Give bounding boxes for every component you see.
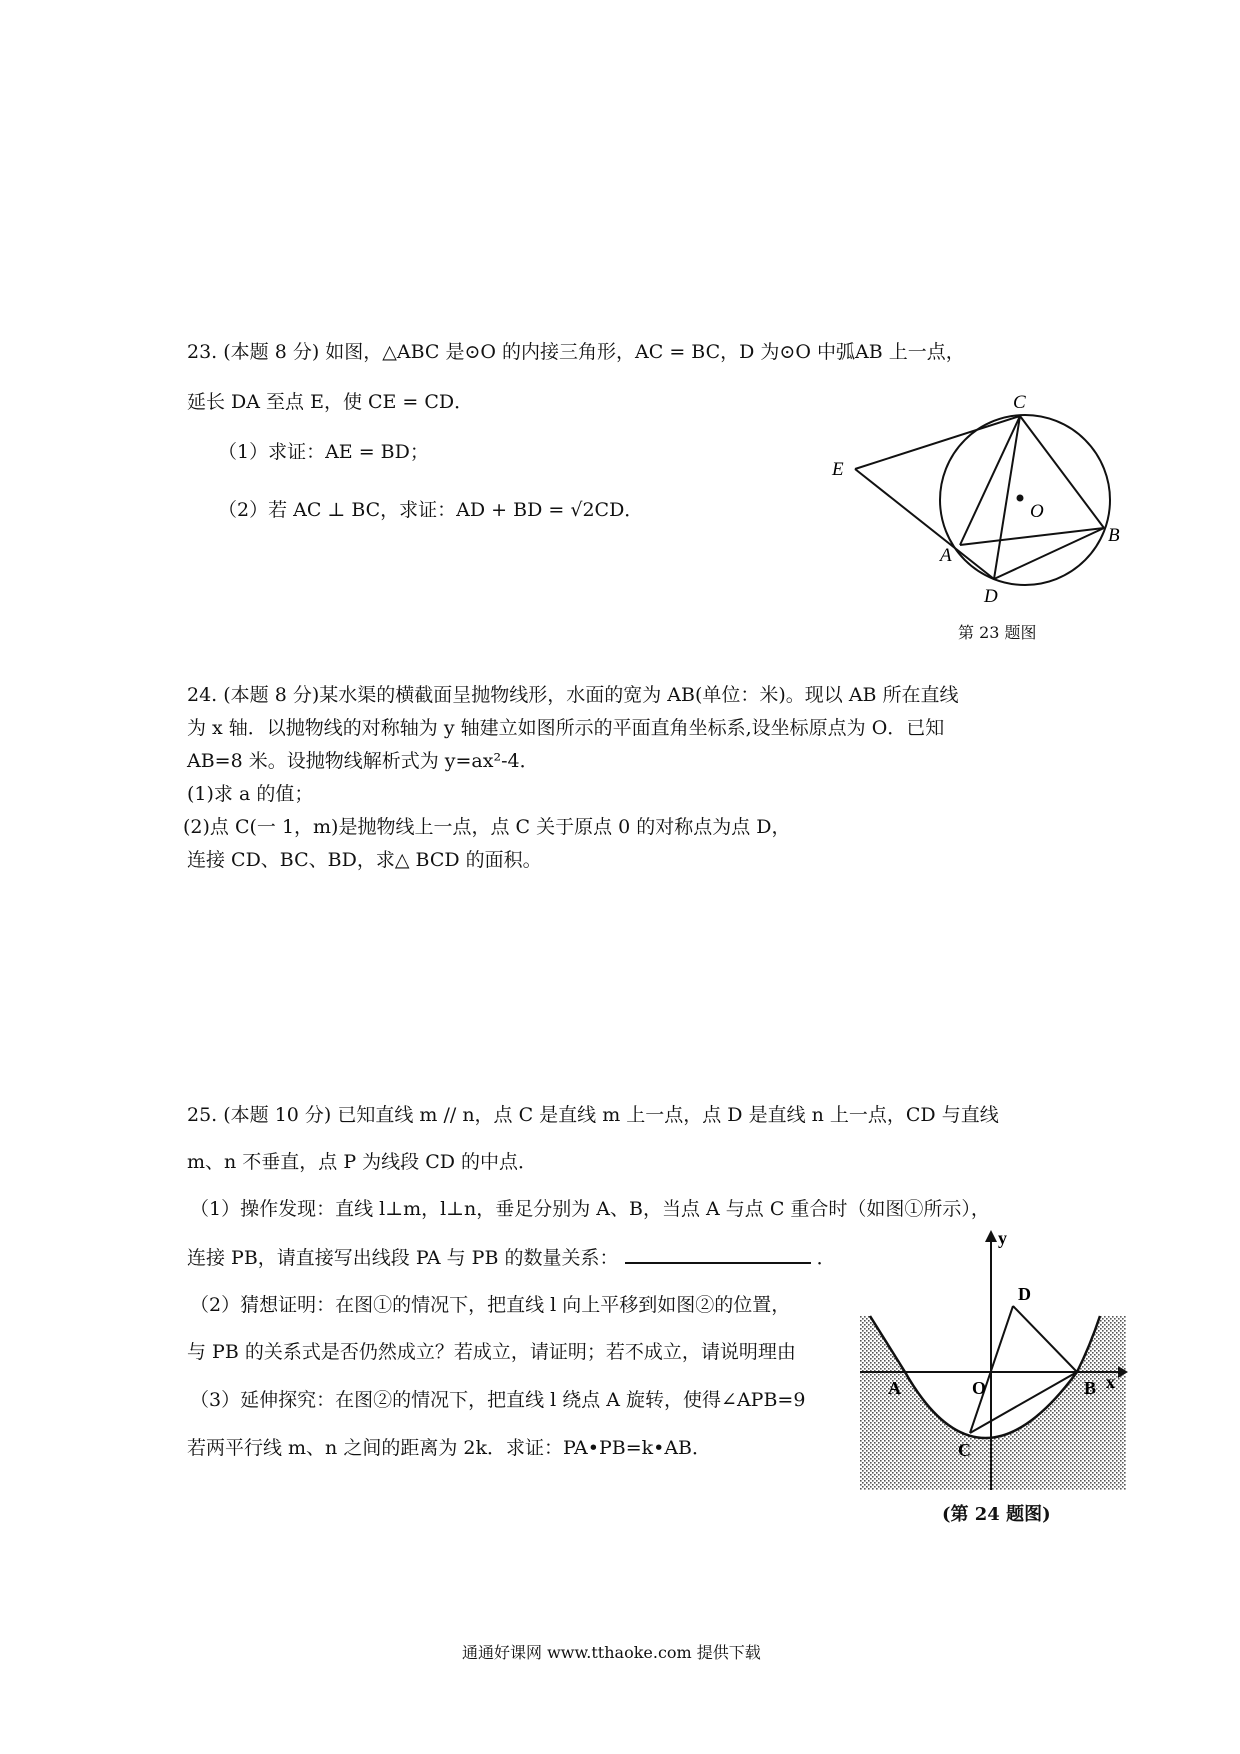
label-b: B	[1084, 1378, 1097, 1398]
center-dot	[1017, 495, 1024, 502]
label-y: y	[998, 1228, 1007, 1248]
q24-line3: AB=8 米。设抛物线解析式为 y=ax²-4．	[187, 750, 539, 772]
label-e: E	[832, 459, 844, 480]
page-footer: 通通好课网 www.tthaoke.com 提供下载	[462, 1643, 761, 1662]
circle-o	[940, 415, 1110, 585]
segment-ed	[855, 469, 994, 579]
q25-part1a: （1）操作发现：直线 l⊥m，l⊥n，垂足分别为 A、B，当点 A 与点 C 重合时（如图①所示），	[190, 1198, 990, 1220]
q24-line2: 为 x 轴．以抛物线的对称轴为 y 轴建立如图所示的平面直角坐标系,设坐标原点为 O．已知	[187, 717, 945, 739]
q25-part2a: （2）猜想证明：在图①的情况下，把直线 l 向上平移到如图②的位置，	[190, 1294, 791, 1316]
segment-ab	[960, 528, 1104, 545]
q23-line2: 延长 DA 至点 E，使 CE = CD．	[187, 391, 474, 413]
label-a: A	[888, 1378, 901, 1398]
q23-line1: 23. (本题 8 分) 如图，△ABC 是⊙O 的内接三角形，AC = BC，D 为⊙O 中弧AB 上一点，	[187, 341, 965, 363]
label-d: D	[1018, 1284, 1031, 1304]
q24-part2b: 连接 CD、BC、BD，求△ BCD 的面积。	[187, 849, 542, 871]
q25-part1b	[187, 1244, 836, 1270]
label-d: D	[984, 586, 998, 607]
label-c: C	[958, 1440, 971, 1460]
label-x: x	[1106, 1372, 1115, 1392]
label-o: O	[972, 1378, 987, 1398]
q23-part1: （1）求证：AE = BD；	[218, 441, 429, 463]
q25-part3b: 若两平行线 m、n 之间的距离为 2k．求证：PA•PB=k•AB．	[187, 1437, 712, 1459]
q25-part1b-text: 连接 PB，请直接写出线段 PA 与 PB 的数量关系：	[187, 1247, 619, 1269]
q23-fig-caption: 第 23 题图	[958, 623, 1037, 642]
q25-part3a: （3）延伸探究：在图②的情况下，把直线 l 绕点 A 旋转，使得∠APB=9	[190, 1389, 806, 1411]
segment-bd	[994, 528, 1104, 579]
label-a: A	[940, 545, 952, 566]
q25-line2: m、n 不垂直，点 P 为线段 CD 的中点．	[187, 1151, 538, 1173]
label-b: B	[1108, 525, 1120, 546]
q24-fig-caption: (第 24 题图)	[942, 1504, 1051, 1525]
q25-part1b-end: ．	[816, 1247, 836, 1269]
answer-blank	[625, 1244, 811, 1264]
q23-part2: （2）若 AC ⊥ BC，求证：AD + BD = √2CD．	[218, 499, 644, 521]
label-o: O	[1030, 501, 1044, 522]
q24-figure	[860, 1228, 1130, 1490]
segment-cd	[994, 416, 1020, 579]
segment-ec	[855, 416, 1020, 469]
q24-part2a: (2)点 C(一 1，m)是抛物线上一点，点 C 关于原点 0 的对称点为点 D，	[183, 816, 791, 838]
q24-line1: 24. (本题 8 分)某水渠的横截面呈抛物线形，水面的宽为 AB(单位：米)。现以 AB 所在直线	[187, 684, 959, 706]
q25-part2b: 与 PB 的关系式是否仍然成立？若成立，请证明；若不成立，请说明理由	[187, 1341, 796, 1363]
q25-line1: 25. (本题 10 分) 已知直线 m // n，点 C 是直线 m 上一点，点 D 是直线 n 上一点，CD 与直线	[187, 1104, 999, 1126]
q23-figure	[820, 385, 1120, 610]
q24-part1: (1)求 a 的值；	[187, 783, 314, 805]
label-c: C	[1013, 392, 1026, 413]
